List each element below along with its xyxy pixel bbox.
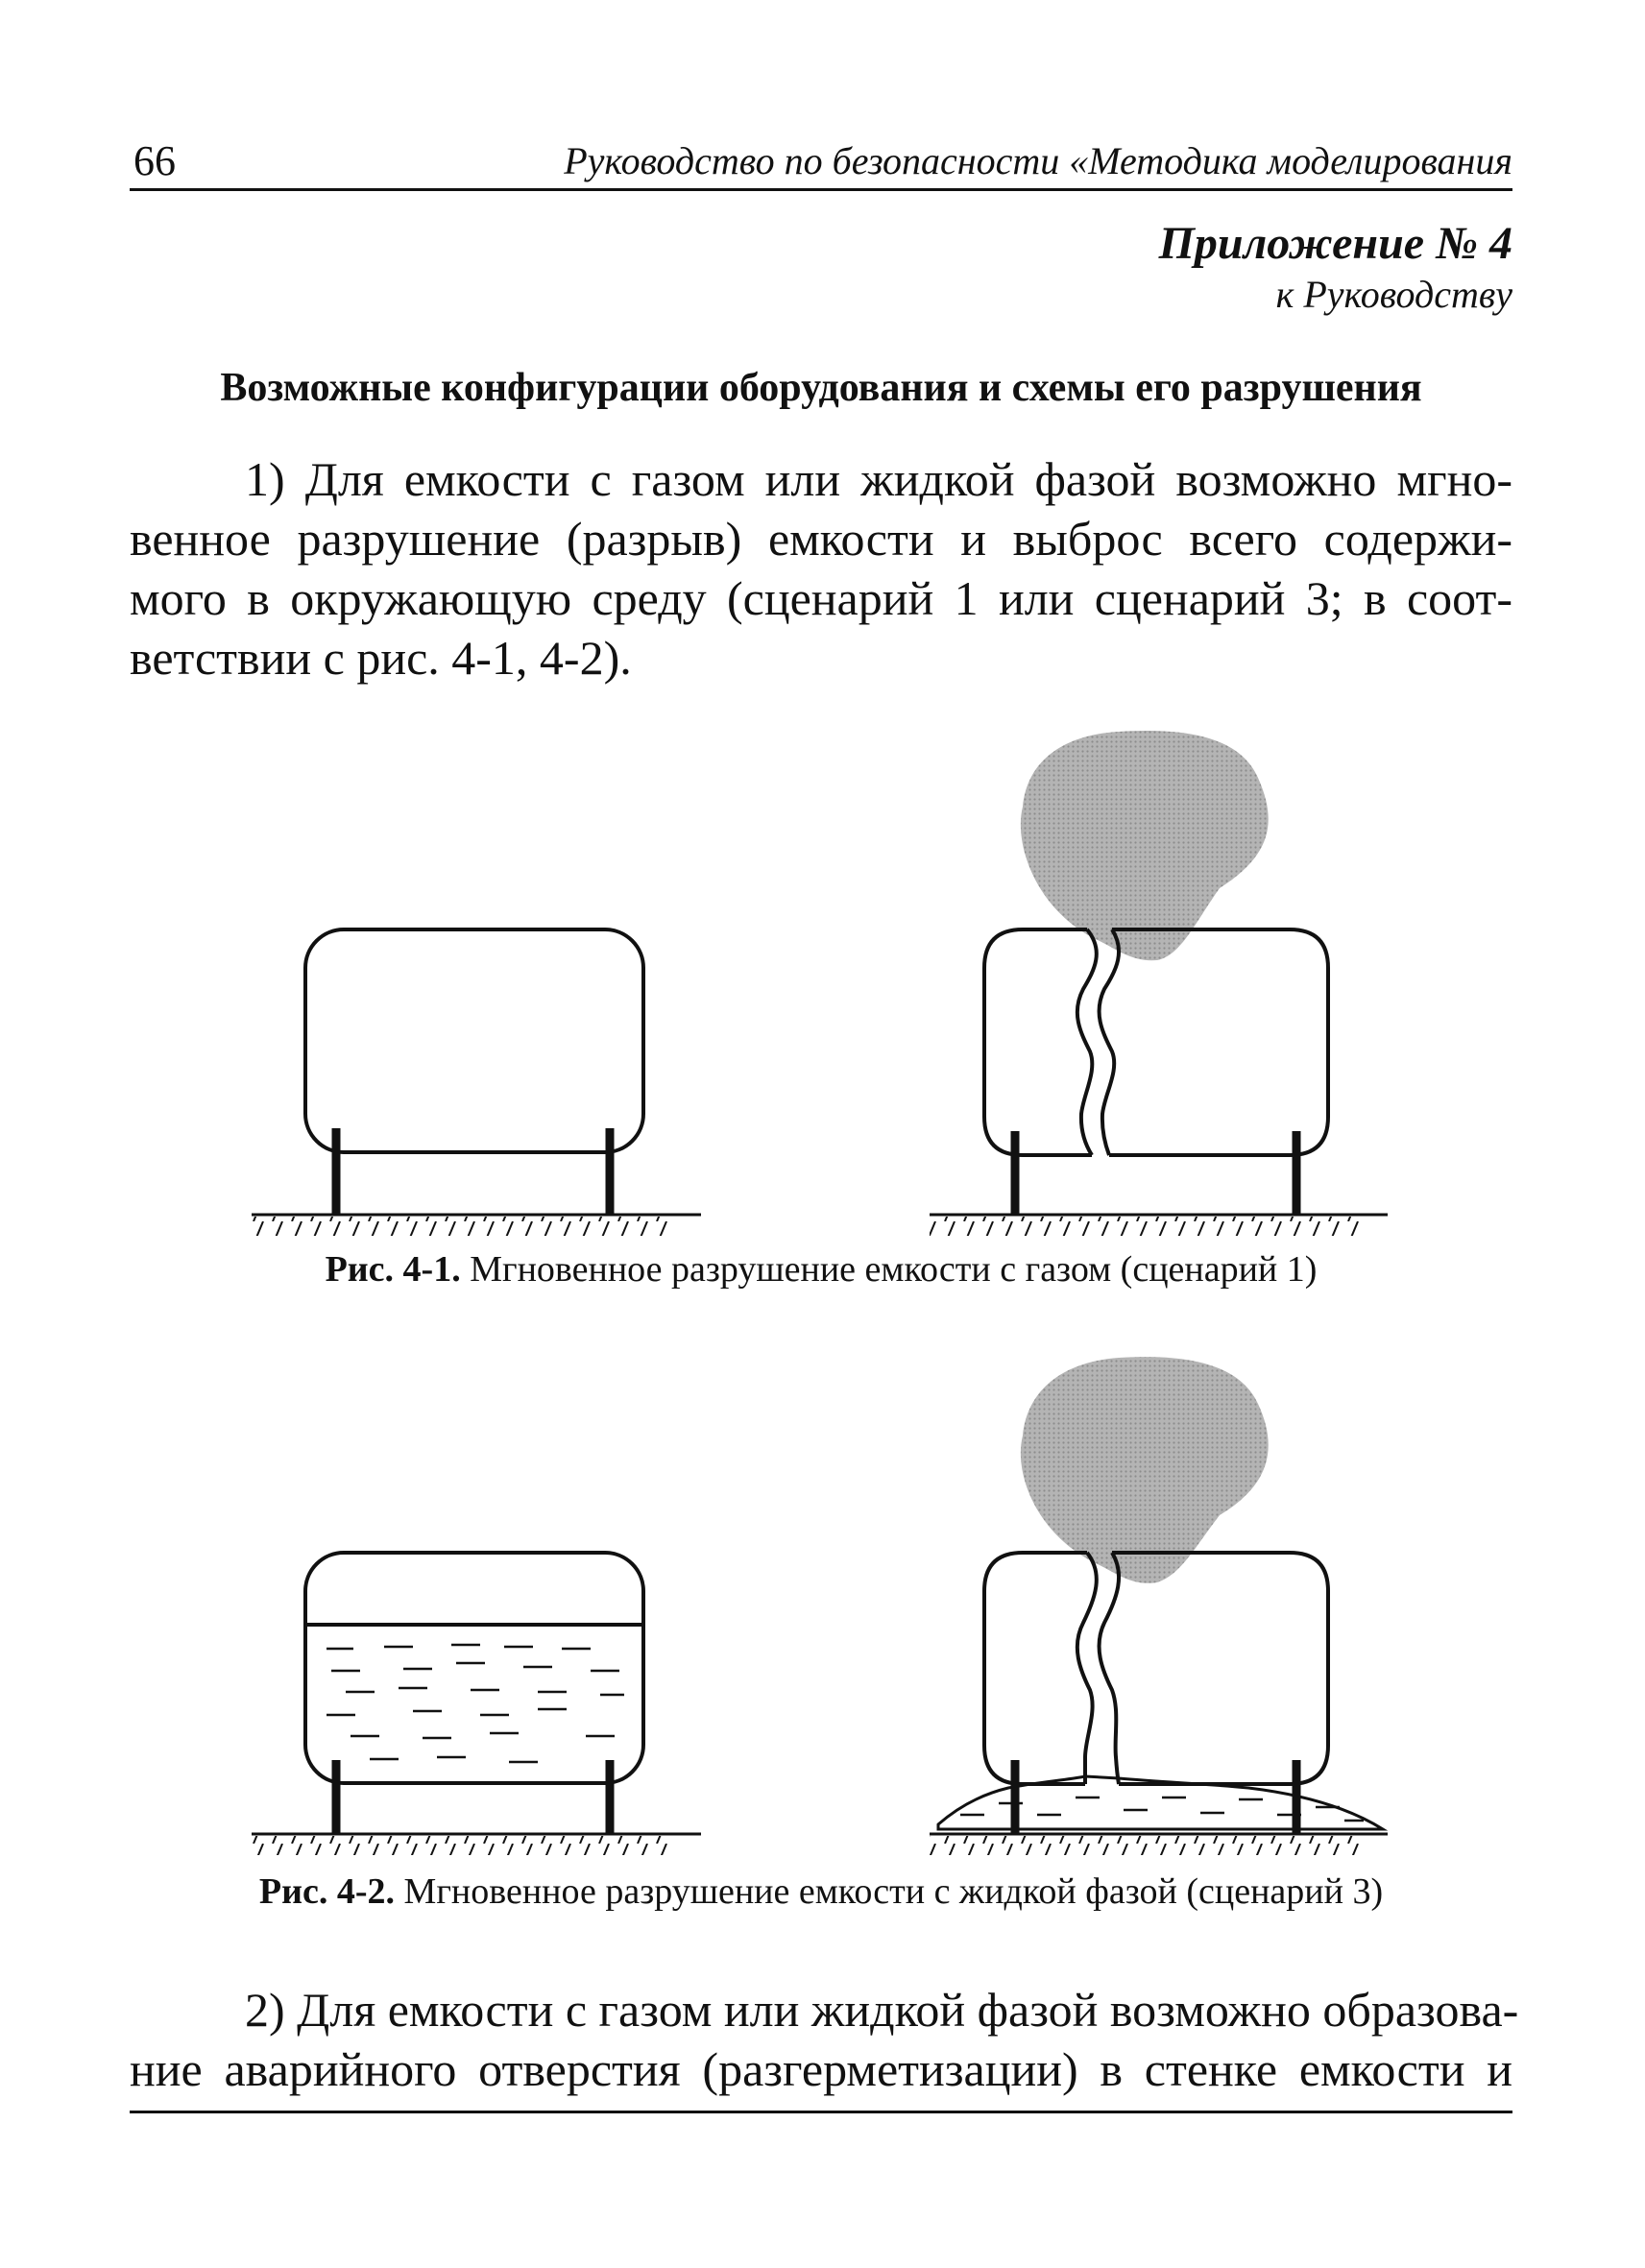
figure-4-1-label: Рис. 4-1. xyxy=(325,1249,461,1290)
figure-4-1-text: Мгновенное разрушение емкости с газом (сценарий 1) xyxy=(460,1249,1318,1290)
ground-hatch xyxy=(930,1217,1362,1236)
paragraph-line: венное разрушение (разрыв) емкости и выброс всего содержи- xyxy=(130,512,1512,566)
paragraph-line: мого в окружающую среду (сценарий 1 или сценарий 3; в соот- xyxy=(130,571,1512,625)
tank-right-half xyxy=(1112,1553,1328,1784)
paragraph-line: ние аварийного отверстия (разгерметизации) в стенке емкости и xyxy=(130,2042,1512,2096)
page-number: 66 xyxy=(133,137,176,184)
ground-hatch xyxy=(252,1836,674,1855)
liquid-dashes xyxy=(327,1645,624,1762)
figure-4-1-caption xyxy=(130,1248,1512,1291)
paragraph-line: 2) Для емкости с газом или жидкой фазой возможно образова- xyxy=(245,1983,1519,2037)
ground-hatch xyxy=(930,1836,1362,1855)
paragraph-line: 1) Для емкости с газом или жидкой фазой возможно мгно- xyxy=(245,452,1512,506)
figure-4-2-text: Мгновенное разрушение емкости с жидкой фазой (сценарий 3) xyxy=(395,1871,1384,1912)
paragraph-line: ветствии с рис. 4-1, 4-2). xyxy=(130,631,632,685)
appendix-subtitle: к Руководству xyxy=(1275,273,1512,316)
appendix-title: Приложение № 4 xyxy=(1158,218,1512,269)
figure-4-2-caption xyxy=(130,1870,1512,1913)
running-title: Руководство по безопасности «Методика моделирования xyxy=(564,139,1512,182)
figure-4-1-intact-tank xyxy=(252,929,701,1236)
figure-4-2-label: Рис. 4-2. xyxy=(258,1871,396,1912)
crack-right xyxy=(1100,929,1120,1155)
gas-cloud xyxy=(1021,1357,1269,1583)
tank-left-half xyxy=(984,929,1092,1155)
crack-left xyxy=(1077,929,1097,1155)
figure-4-2-ruptured-tank xyxy=(930,1357,1388,1855)
tank-right-half xyxy=(1109,929,1328,1155)
ground-hatch xyxy=(252,1217,674,1236)
gas-cloud xyxy=(1021,731,1269,960)
paragraph-2 xyxy=(130,1980,1519,2099)
figure-4-1-ruptured-tank xyxy=(930,731,1388,1236)
tank-body xyxy=(305,1553,643,1783)
figure-4-2-liquid-tank xyxy=(252,1553,701,1855)
tank-left-half xyxy=(984,1553,1087,1784)
crack-left xyxy=(1077,1553,1097,1784)
section-title: Возможные конфигурации оборудования и схемы его разрушения xyxy=(220,366,1422,410)
crack-right xyxy=(1100,1553,1120,1784)
tank-body xyxy=(305,929,643,1152)
bottom-rule xyxy=(130,2111,1512,2113)
